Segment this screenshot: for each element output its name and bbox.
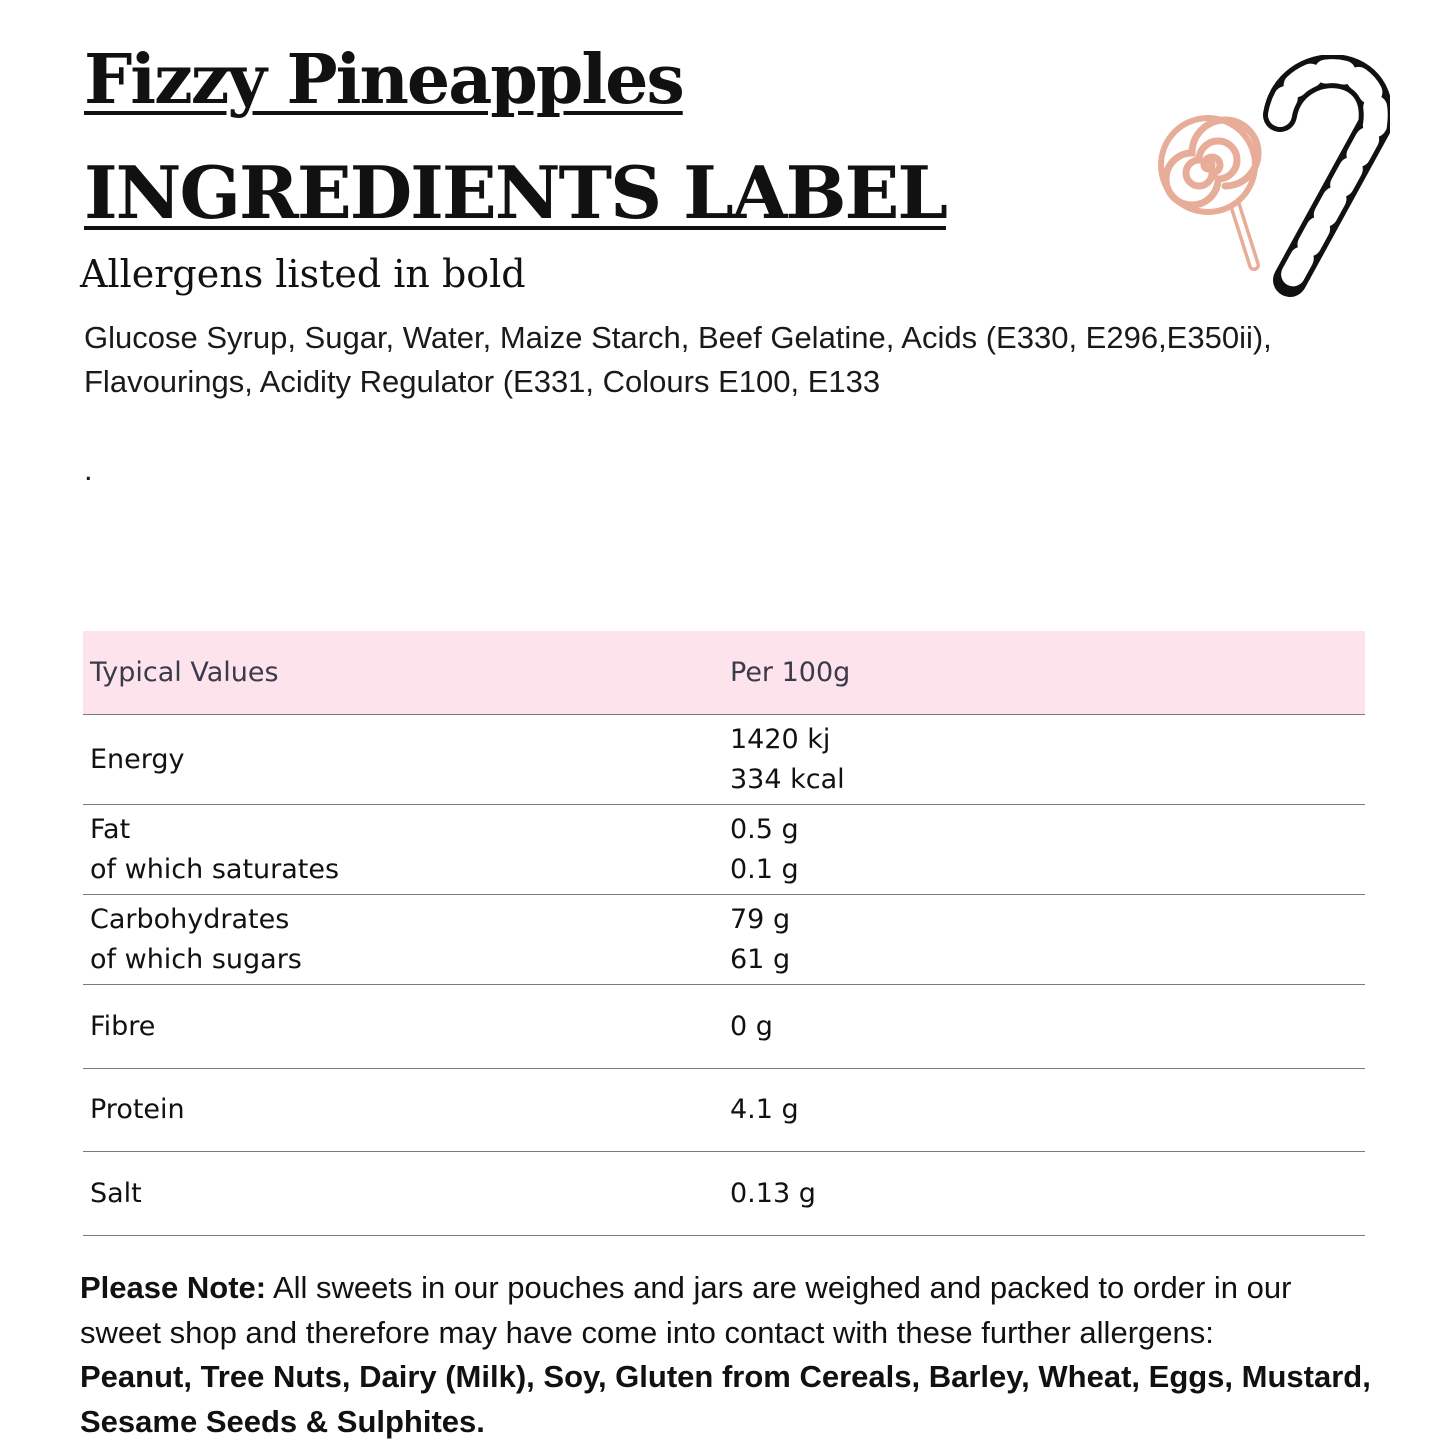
table-row xyxy=(83,1069,1365,1152)
nutrient-label-line: Fat xyxy=(90,813,131,845)
note-body: All sweets in our pouches and jars are weighed and packed to order in our sweet shop and therefore may have come into contact with these further allergens: xyxy=(80,1270,1292,1350)
nutrient-value: 0 g xyxy=(730,1010,773,1042)
note-lead: Please Note: xyxy=(80,1270,267,1305)
nutrient-value-line: 61 g xyxy=(730,943,791,975)
table-row xyxy=(83,985,1365,1069)
nutrient-value xyxy=(724,810,1365,890)
label-heading: INGREDIENTS LABEL xyxy=(84,150,946,235)
nutrient-label-line: Carbohydrates xyxy=(90,903,290,935)
trailing-mark: . xyxy=(84,452,93,487)
nutrient-label xyxy=(83,740,724,780)
column-header-per-100g: Per 100g xyxy=(730,656,851,688)
nutrient-value-line: 334 kcal xyxy=(730,763,845,795)
nutrient-label-line: Energy xyxy=(90,743,185,775)
product-title: Fizzy Pineapples xyxy=(84,40,683,120)
nutrient-value xyxy=(724,720,1365,800)
nutrient-value-line: 0.1 g xyxy=(730,853,799,885)
nutrient-label: Salt xyxy=(90,1177,142,1209)
table-row xyxy=(83,895,1365,985)
allergen-note xyxy=(80,1266,1380,1444)
table-row xyxy=(83,715,1365,805)
allergens-subtitle: Allergens listed in bold xyxy=(80,252,526,296)
nutrient-value: 4.1 g xyxy=(730,1094,799,1125)
column-header-typical-values: Typical Values xyxy=(90,656,279,688)
nutrient-label: Fibre xyxy=(90,1010,156,1042)
nutrient-value-line: 79 g xyxy=(730,903,791,935)
nutrient-value xyxy=(724,900,1365,980)
nutrient-label xyxy=(83,810,724,890)
nutrient-sublabel-line: of which saturates xyxy=(90,853,340,885)
nutrient-label xyxy=(83,900,724,980)
nutrition-header-row xyxy=(83,631,1365,715)
further-allergens: Peanut, Tree Nuts, Dairy (Milk), Soy, Gluten from Cereals, Barley, Wheat, Eggs, Mustard, Sesame Seeds & Sulphites. xyxy=(80,1359,1371,1439)
nutrient-value-line: 0.5 g xyxy=(730,813,799,845)
nutrient-value-line: 1420 kj xyxy=(730,723,831,755)
candy-cane-icon xyxy=(1280,71,1376,280)
nutrition-table xyxy=(83,631,1365,1236)
candy-illustration xyxy=(1150,55,1390,300)
lollipop-icon xyxy=(1158,115,1258,265)
nutrient-sublabel-line: of which sugars xyxy=(90,943,302,975)
table-row xyxy=(83,1152,1365,1236)
table-row xyxy=(83,805,1365,895)
ingredients-list: Glucose Syrup, Sugar, Water, Maize Starch, Beef Gelatine, Acids (E330, E296,E350ii), Flavourings, Acidity Regulator (E331, Colours E100, E133 xyxy=(84,320,1272,399)
nutrient-value: 0.13 g xyxy=(730,1177,816,1209)
nutrient-label: Protein xyxy=(90,1094,185,1125)
